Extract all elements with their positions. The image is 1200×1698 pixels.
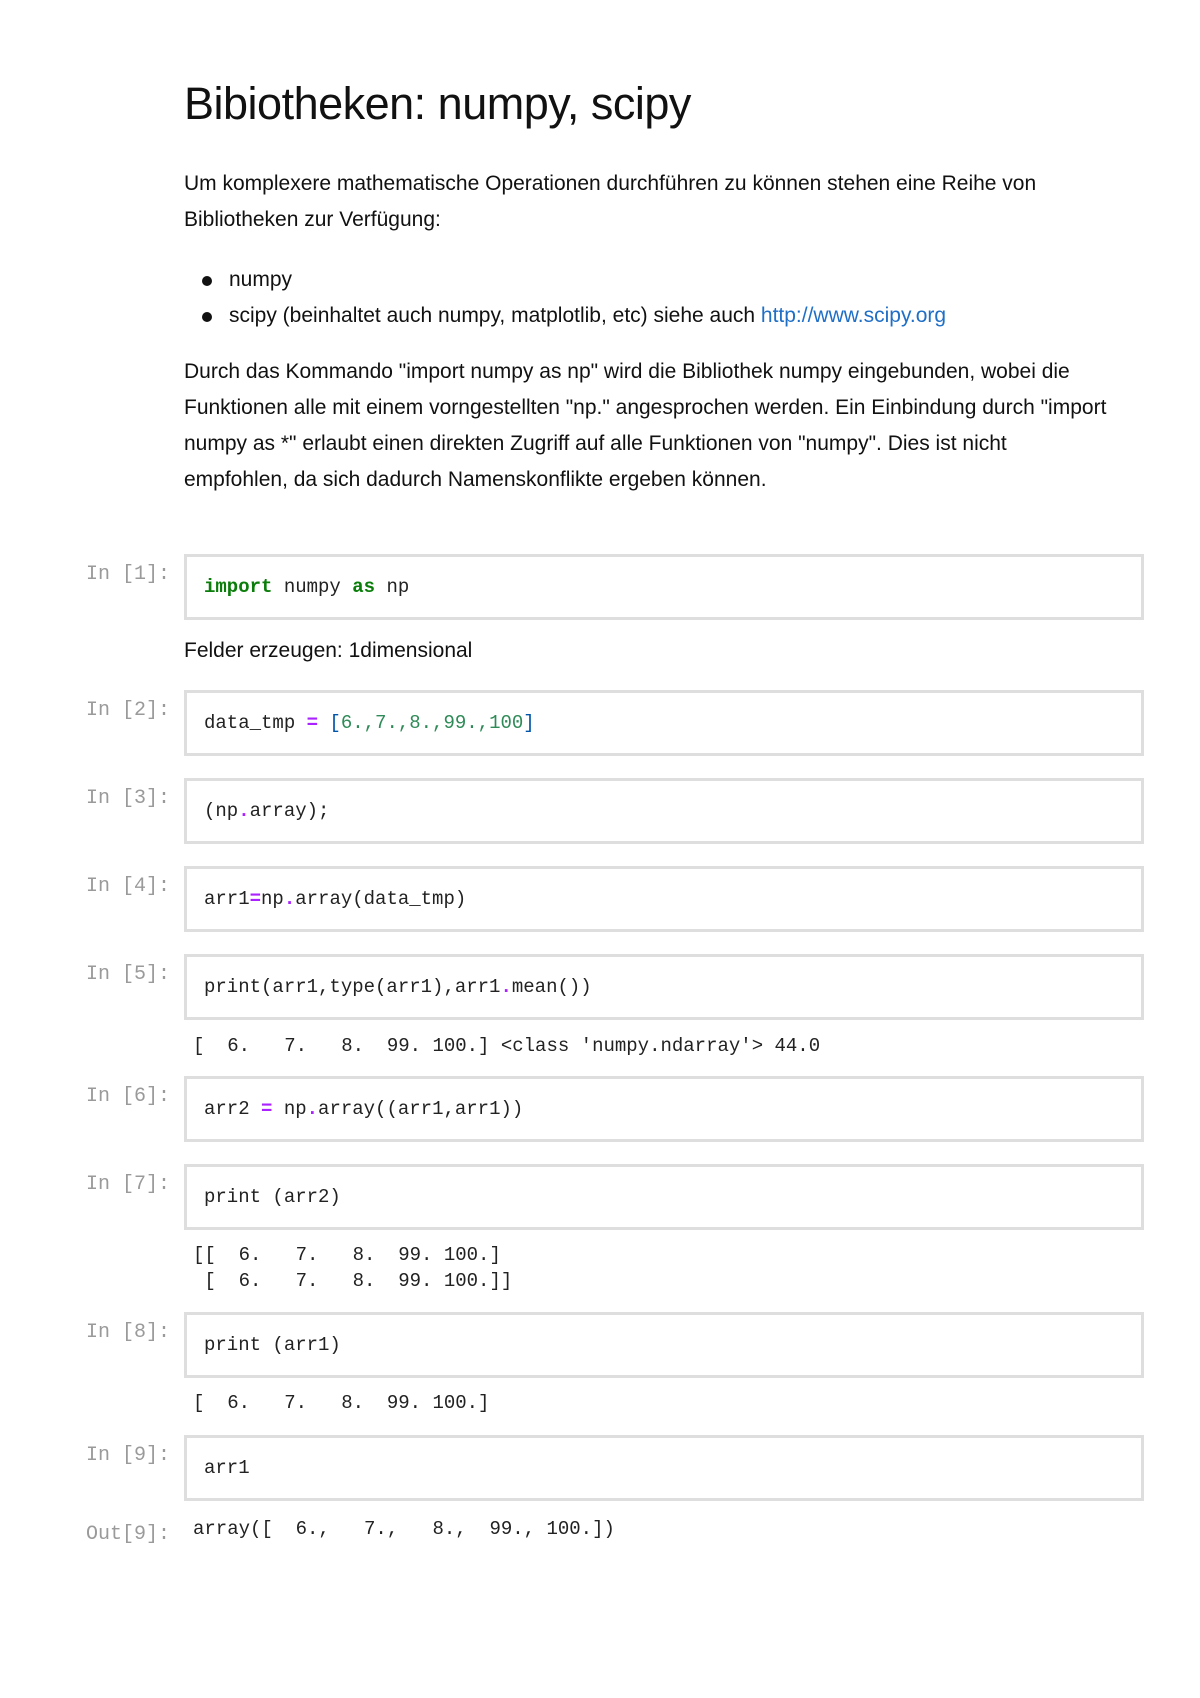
explain-paragraph [184, 354, 1114, 498]
code-cell-8[interactable] [184, 1312, 1144, 1378]
code-text: mean()) [511, 976, 592, 998]
code-text: array((arr1,arr1)) [318, 1098, 524, 1120]
code-cell-6[interactable] [184, 1076, 1144, 1142]
cell-prompt: In [9]: [86, 1444, 171, 1467]
code-text: np [272, 1098, 307, 1120]
page-title: Bibiotheken: numpy, scipy [184, 78, 691, 129]
cell-prompt: In [4]: [86, 875, 171, 898]
bullet-icon [202, 276, 212, 286]
list-item-scipy: scipy (beinhaltet auch numpy, matplotlib, etc) siehe auch [229, 304, 761, 327]
intro-paragraph [184, 166, 1114, 238]
operator: . [500, 976, 512, 998]
cell-prompt: In [3]: [86, 787, 171, 810]
code-cell-4[interactable] [184, 866, 1144, 932]
cell-prompt: In [6]: [86, 1085, 171, 1108]
operator: . [238, 800, 250, 822]
code-text: np [375, 576, 410, 598]
scipy-link[interactable]: http://www.scipy.org [760, 304, 947, 327]
code-text: arr2 [204, 1098, 262, 1120]
bullet-icon [202, 312, 212, 322]
list-item [184, 298, 946, 334]
code-cell-7[interactable] [184, 1164, 1144, 1230]
cell-prompt: In [8]: [86, 1321, 171, 1344]
cell-output: array([ 6., 7., 8., 99., 100.]) [193, 1518, 615, 1540]
code-text: print (arr2) [204, 1186, 341, 1208]
cell-output-line: [ 6. 7. 8. 99. 100.]] [193, 1270, 513, 1292]
out-prompt: Out[9]: [86, 1523, 171, 1546]
cell-prompt: In [2]: [86, 699, 171, 722]
cell-output-line: [[ 6. 7. 8. 99. 100.] [193, 1244, 501, 1266]
code-text: [ [318, 712, 341, 734]
number-literal: 6.,7.,8.,99.,100 [340, 712, 524, 734]
code-cell-3[interactable] [184, 778, 1144, 844]
code-text: print (arr1) [204, 1334, 341, 1356]
code-cell-9[interactable] [184, 1435, 1144, 1501]
operator: = [261, 1098, 273, 1120]
cell-output: [ 6. 7. 8. 99. 100.] [193, 1392, 490, 1414]
code-cell-2[interactable] [184, 690, 1144, 756]
cell-prompt: In [5]: [86, 963, 171, 986]
code-cell-5[interactable] [184, 954, 1144, 1020]
code-text: data_tmp [204, 712, 307, 734]
intro-text: Um komplexere mathematische Operationen durchführen zu können stehen eine Reihe von Bibliotheken zur Verfügung: [184, 172, 1037, 231]
code-cell-1[interactable] [184, 554, 1144, 620]
list-item [184, 262, 946, 298]
code-text: array); [249, 800, 330, 822]
code-text: array(data_tmp) [295, 888, 467, 910]
code-text: arr1 [204, 1457, 250, 1479]
operator: . [283, 888, 296, 910]
explain-text: Durch das Kommando "import numpy as np" wird die Bibliothek numpy eingebunden, wobei die Funktionen alle mit einem vorngestellten "np." angesprochen werden. Ein Einbindung durch "import numpy as *" erlaubt einen direkten Zugriff auf alle Funktionen von "numpy". Dies ist nicht empfohlen, da sich dadurch Namenskonflikte ergeben können. [184, 360, 1107, 491]
operator: = [306, 712, 319, 734]
code-text: (np [204, 800, 239, 822]
cell-prompt: In [7]: [86, 1173, 171, 1196]
code-text: print(arr1,type(arr1),arr1 [204, 976, 501, 998]
code-text: np [261, 888, 284, 910]
heading-text: Felder erzeugen: 1dimensional [184, 639, 473, 662]
list-item-numpy: numpy [229, 268, 293, 291]
library-list [184, 262, 946, 334]
cell-prompt: In [1]: [86, 563, 171, 586]
keyword: import [204, 576, 273, 598]
code-text: numpy [272, 576, 353, 598]
code-text: arr1 [204, 888, 250, 910]
code-text: ] [523, 712, 535, 734]
cell-output: [ 6. 7. 8. 99. 100.] <class 'numpy.ndarray'> 44.0 [193, 1035, 821, 1057]
section-heading [184, 633, 1114, 669]
operator: . [306, 1098, 319, 1120]
operator: = [249, 888, 262, 910]
keyword: as [352, 576, 376, 598]
